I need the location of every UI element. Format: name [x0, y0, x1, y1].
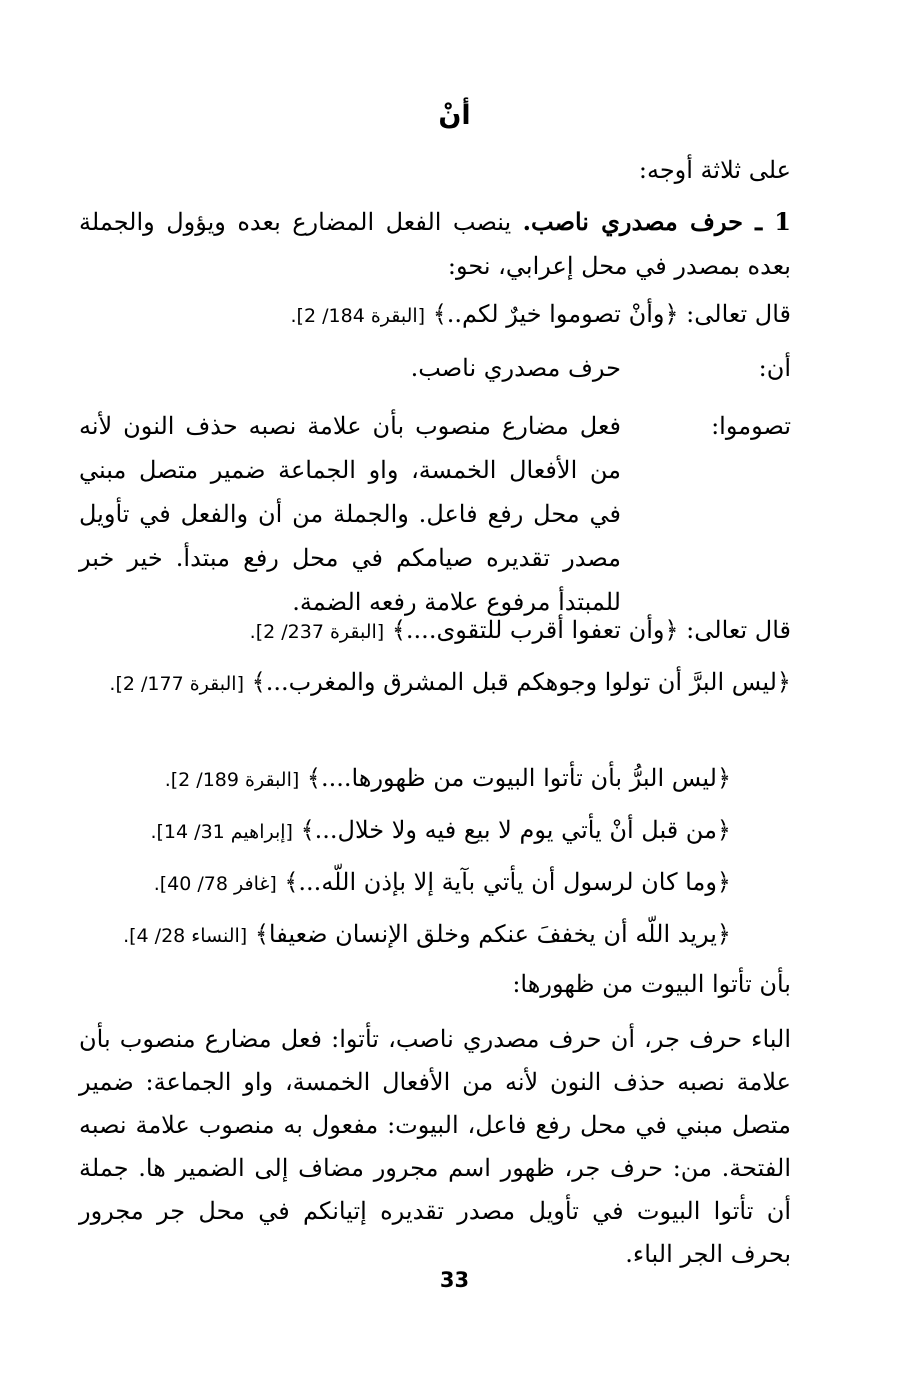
- example-2: [79, 608, 791, 654]
- verse-text: ﴿ليس البرُّ بأن تأتوا البيوت من ظهورها....﴾: [299, 764, 731, 792]
- page-title: أنْ: [438, 100, 471, 131]
- intro-line: على ثلاثة أوجه:: [638, 156, 791, 184]
- page-number: 33: [439, 1268, 470, 1292]
- example-2-ref: [البقرة 237/ 2].: [249, 621, 385, 643]
- subheading: بأن تأتوا البيوت من ظهورها:: [512, 970, 791, 998]
- example-3-ref: [البقرة 177/ 2].: [109, 673, 244, 695]
- definition-paragraph: [79, 200, 791, 288]
- definition-heading: 1 ـ حرف مصدري ناصب.: [522, 207, 791, 236]
- example-3-text: ﴿ليس البرَّ أن تولوا وجوهكم قبل المشرق والمغرب...﴾: [244, 668, 791, 696]
- example-1: [79, 292, 791, 338]
- verse-text: ﴿من قبل أنْ يأتي يوم لا بيع فيه ولا خلال...﴾: [292, 816, 731, 844]
- verse-ref: [النساء 28/ 4].: [123, 925, 248, 947]
- example-3: [79, 660, 791, 706]
- definition-text: ينصب الفعل المضارع بعده ويؤول والجملة بعده بمصدر في محل إعرابي، نحو:: [79, 208, 791, 280]
- irab-desc: فعل مضارع منصوب بأن علامة نصبه حذف النون لأنه من الأفعال الخمسة، واو الجماعة ضمير متصل مبني في محل رفع فاعل. والجملة من أن والفعل في تأويل مصدر تقديره صيامكم في محل رفع مبتدأ. خير خبر للمبتدأ مرفوع علامة رفعه الضمة.: [79, 412, 621, 616]
- example-1-text: قال تعالى: ﴿وأنْ تصوموا خيرٌ لكم..﴾: [425, 300, 791, 328]
- example-1-ref: [البقرة 184/ 2].: [290, 305, 426, 327]
- verse-line: [79, 756, 731, 802]
- example-2-text: قال تعالى: ﴿وأن تعفوا أقرب للتقوى....﴾: [384, 616, 791, 644]
- verse-line: [79, 860, 731, 906]
- verse-ref: [إبراهيم 31/ 14].: [150, 821, 293, 843]
- verse-line: [79, 808, 731, 854]
- irab-desc: حرف مصدري ناصب.: [410, 354, 621, 382]
- verse-text: ﴿يريد اللّه أن يخففَ عنكم وخلق الإنسان ضعيفا﴾: [247, 920, 731, 948]
- analysis-paragraph: الباء حرف جر، أن حرف مصدري ناصب، تأتوا: فعل مضارع منصوب بأن علامة نصبه حذف النون لأنه من الأفعال الخمسة، واو الجماعة: ضمير متصل مبني في محل رفع فاعل، البيوت: مفعول به منصوب علامة نصبه الفتحة. من: حرف جر، ظهور اسم مجرور مضاف إلى الضمير ها. جملة أن تأتوا البيوت في تأويل مصدر تقديره إتيانكم في محل جر مجرور بحرف الجر الباء.: [79, 1025, 791, 1268]
- verse-line: [79, 912, 731, 958]
- irab-word: أن:: [758, 354, 791, 382]
- verse-ref: [البقرة 189/ 2].: [164, 769, 300, 791]
- irab-word: تصوموا:: [711, 412, 791, 440]
- verse-text: ﴿وما كان لرسول أن يأتي بآية إلا بإذن اللّه...﴾: [276, 868, 731, 896]
- verse-ref: [غافر 78/ 40].: [153, 873, 277, 895]
